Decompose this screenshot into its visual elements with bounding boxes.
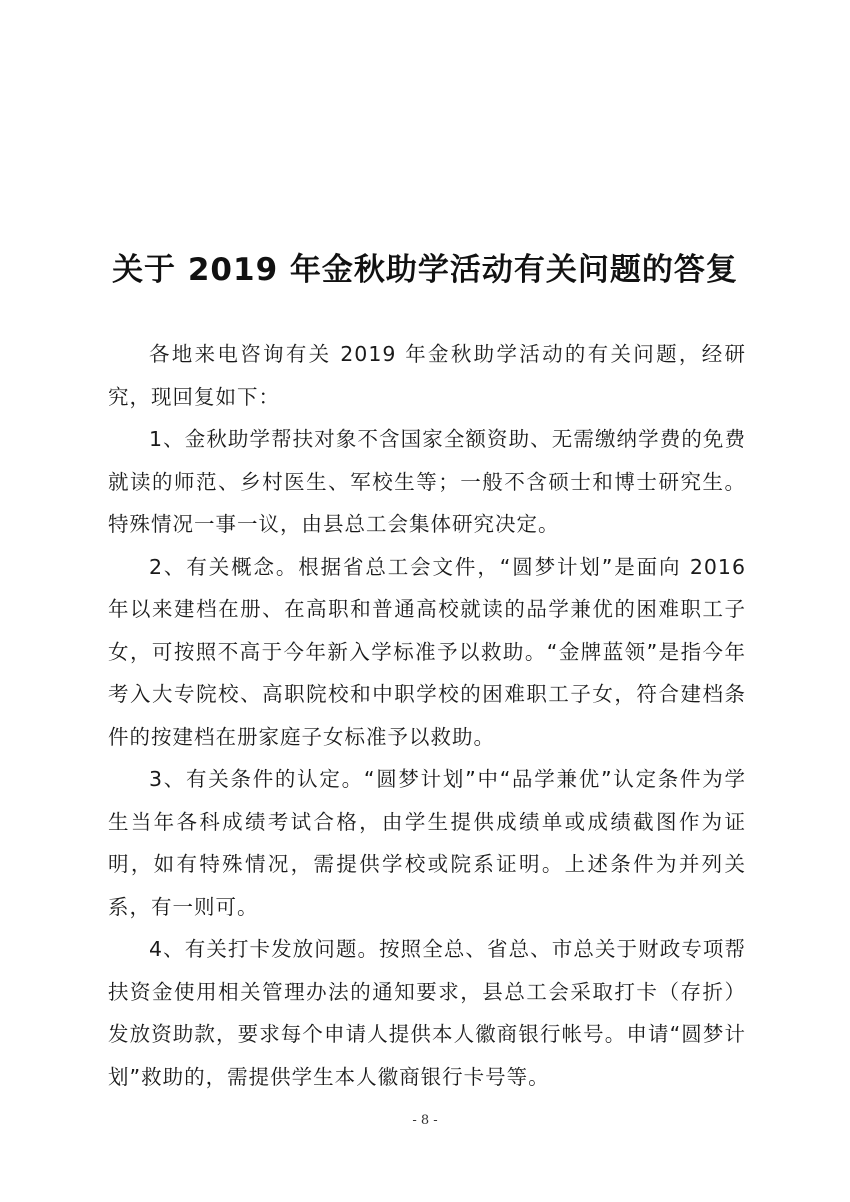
paragraph-intro: 各地来电咨询有关 2019 年金秋助学活动的有关问题，经研究，现回复如下： xyxy=(108,342,746,409)
paragraph-item-4: 4、有关打卡发放问题。按照全总、省总、市总关于财政专项帮扶资金使用相关管理办法的通知要求，县总工会采取打卡（存折）发放资助款，要求每个申请人提供本人徽商银行帐号。申请“圆梦计划”救助的，需提供学生本人徽商银行卡号等。 xyxy=(108,937,746,1089)
document-title: 关于 2019 年金秋助学活动有关问题的答复 xyxy=(112,252,738,288)
document-body xyxy=(108,333,746,1098)
paragraph-item-1: 1、金秋助学帮扶对象不含国家全额资助、无需缴纳学费的免费就读的师范、乡村医生、军校生等；一般不含硕士和博士研究生。特殊情况一事一议，由县总工会集体研究决定。 xyxy=(108,427,746,536)
paragraph-item-3: 3、有关条件的认定。“圆梦计划”中“品学兼优”认定条件为学生当年各科成绩考试合格，由学生提供成绩单或成绩截图作为证明，如有特殊情况，需提供学校或院系证明。上述条件为并列关系，有一则可。 xyxy=(108,767,746,919)
paragraph-item-2: 2、有关概念。根据省总工会文件，“圆梦计划”是面向 2016 年以来建档在册、在高职和普通高校就读的品学兼优的困难职工子女，可按照不高于今年新入学标准予以救助。“金牌蓝领”是指今年考入大专院校、高职院校和中职学校的困难职工子女，符合建档条件的按建档在册家庭子女标准予以救助。 xyxy=(108,554,746,749)
page-number: - 8 - xyxy=(412,1113,438,1128)
